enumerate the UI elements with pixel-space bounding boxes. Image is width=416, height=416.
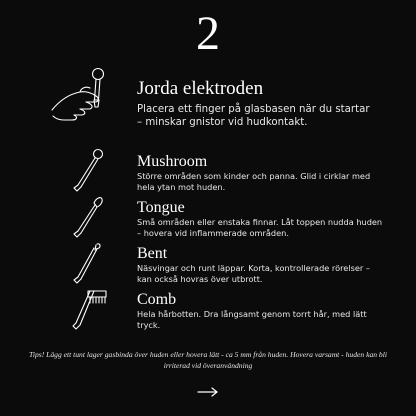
tip-text: Tips! Lägg ett tunt lager gasbinda över huden eller hovera lätt - ca 5 mm från huden. Hovera varsamt - huden kan bli irriterad vid överanvändning xyxy=(29,350,387,370)
comb-electrode-icon xyxy=(66,285,112,331)
tool-title: Tongue xyxy=(137,199,185,216)
tongue-electrode-icon xyxy=(66,193,112,239)
section-mushroom xyxy=(0,153,416,193)
section-ground-electrode xyxy=(0,78,416,138)
tool-title: Bent xyxy=(137,245,168,262)
section-tongue xyxy=(0,199,416,239)
tool-title: Comb xyxy=(137,291,177,308)
section-bent xyxy=(0,245,416,285)
section-comb xyxy=(0,291,416,331)
section-title: Jorda elektroden xyxy=(137,78,264,99)
tool-description: Näsvingar och runt läppar. Korta, kontrollerade rörelser – kan också hovras över utbrott. xyxy=(137,263,370,284)
tool-description: Hela hårbotten. Dra långsamt genom torrt hår, med lätt tryck. xyxy=(137,309,367,330)
tool-description: Små områden eller enstaka finnar. Låt toppen nudda huden – hovera vid inflammerade områden. xyxy=(137,217,383,238)
right-arrow-icon[interactable] xyxy=(196,383,220,395)
section-description: Placera ett finger på glasbasen när du startar – minskar gnistor vid hudkontakt. xyxy=(137,104,370,128)
mushroom-electrode-icon xyxy=(66,147,112,193)
bent-electrode-icon xyxy=(66,239,112,285)
step-number: 2 xyxy=(196,7,220,60)
tool-description: Större områden som kinder och panna. Glid i cirklar med hela ytan mot huden. xyxy=(137,171,371,192)
hand-holding-electrode-icon xyxy=(50,66,116,132)
tool-title: Mushroom xyxy=(137,153,208,170)
